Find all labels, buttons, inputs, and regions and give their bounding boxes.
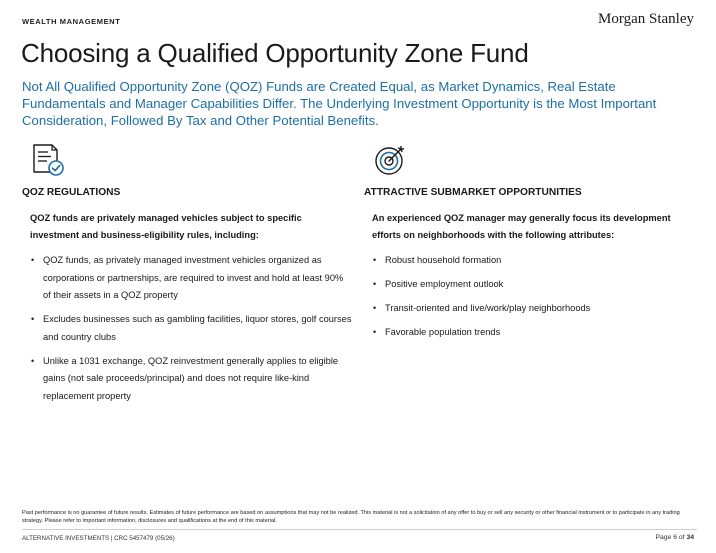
list-item: • Favorable population trends <box>372 324 694 342</box>
list-item: • Unlike a 1031 exchange, QOZ reinvestment generally applies to eligible gains (not sale proceeds/principal) and does not require like-kind replacement property <box>30 353 352 406</box>
column-qoz-regulations <box>22 142 352 412</box>
page-number-prefix: Page 6 of <box>655 534 685 541</box>
column-intro: An experienced QOZ manager may generally focus its development efforts on neighborhoods with the following attributes: <box>372 213 671 240</box>
bullet-list <box>30 252 352 405</box>
list-item: • Transit-oriented and live/work/play neighborhoods <box>372 300 694 318</box>
page-number <box>655 534 694 541</box>
column-submarket-opportunities <box>364 142 694 348</box>
list-item: • QOZ funds, as privately managed investment vehicles organized as corporations or partnerships, are required to invest and hold at least 90% of their assets in a QOZ property <box>30 252 352 305</box>
bullet-list <box>372 252 694 342</box>
list-item: • Robust household formation <box>372 252 694 270</box>
page-number-total: 34 <box>686 534 694 541</box>
column-intro: QOZ funds are privately managed vehicles subject to specific investment and business-eligibility rules, including: <box>30 213 302 240</box>
column-heading: QOZ REGULATIONS <box>22 187 121 198</box>
page-title: Choosing a Qualified Opportunity Zone Fund <box>21 38 529 68</box>
brand-logo: Morgan Stanley <box>598 11 694 27</box>
disclaimer-text: Past performance is no guarantee of future results. Estimates of future performance are based on assumptions that may not be realized. This material is not a solicitation of any offer to buy or sell any security or other financial instrument or to participate in any trading strategy. Please refer to important information, disclosures and qualifications at the end of this material. <box>22 510 680 524</box>
list-item: • Positive employment outlook <box>372 276 694 294</box>
list-item: • Excludes businesses such as gambling facilities, liquor stores, golf courses and country clubs <box>30 311 352 346</box>
page-subtitle: Not All Qualified Opportunity Zone (QOZ) Funds are Created Equal, as Market Dynamics, Real Estate Fundamentals and Manager Capabilities Differ. The Underlying Investment Opportunity is the Most Important Consideration, Followed By Tax and Other Potential Benefits. <box>22 79 657 128</box>
target-icon <box>372 142 408 178</box>
column-heading: ATTRACTIVE SUBMARKET OPPORTUNITIES <box>364 187 582 198</box>
footer-reference: ALTERNATIVE INVESTMENTS | CRC 5457479 (05/26) <box>22 535 175 542</box>
division-label: WEALTH MANAGEMENT <box>22 17 121 26</box>
document-check-icon <box>30 142 66 178</box>
footer-divider <box>22 529 697 530</box>
